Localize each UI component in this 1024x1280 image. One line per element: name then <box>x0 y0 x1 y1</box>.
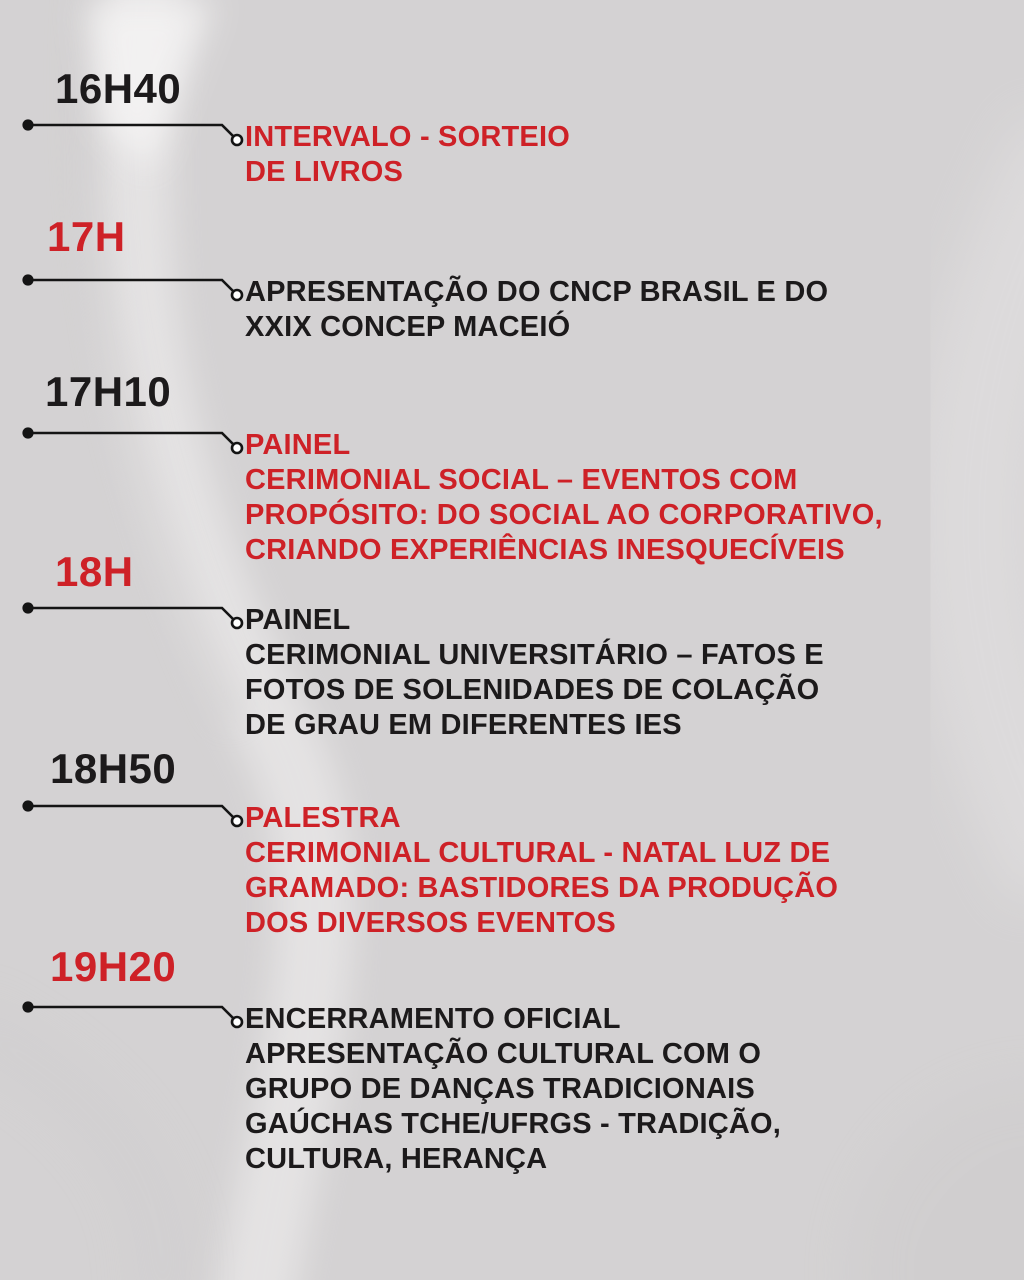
event-line: PROPÓSITO: DO SOCIAL AO CORPORATIVO, <box>245 499 883 531</box>
time-label: 19H20 <box>50 943 177 990</box>
event-line: INTERVALO - SORTEIO <box>245 121 570 153</box>
event-line: XXIX CONCEP MACEIÓ <box>245 311 571 343</box>
timeline-connector <box>18 423 248 457</box>
event-line: GRAMADO: BASTIDORES DA PRODUÇÃO <box>245 872 839 904</box>
node-ring-icon <box>232 290 242 300</box>
timeline-connector <box>18 796 248 830</box>
event-line: FOTOS DE SOLENIDADES DE COLAÇÃO <box>245 674 820 706</box>
event-line: CERIMONIAL SOCIAL – EVENTOS COM <box>245 464 798 496</box>
event-description <box>245 801 838 941</box>
event-line: APRESENTAÇÃO CULTURAL COM O <box>245 1038 762 1070</box>
event-line: DE GRAU EM DIFERENTES IES <box>245 709 682 741</box>
time-label: 16H40 <box>55 65 182 112</box>
event-line: CERIMONIAL CULTURAL - NATAL LUZ DE <box>245 837 831 869</box>
event-description <box>245 603 824 743</box>
event-line: DOS DIVERSOS EVENTOS <box>245 907 616 939</box>
event-line: APRESENTAÇÃO DO CNCP BRASIL E DO <box>245 276 829 308</box>
event-description <box>245 275 828 345</box>
event-line: PALESTRA <box>245 802 401 834</box>
timeline-connector <box>18 115 248 149</box>
time-label: 18H50 <box>50 745 177 792</box>
event-description <box>245 1002 781 1177</box>
event-line: PAINEL <box>245 604 351 636</box>
node-ring-icon <box>232 816 242 826</box>
event-line: CERIMONIAL UNIVERSITÁRIO – FATOS E <box>245 639 824 671</box>
time-label: 17H10 <box>45 368 172 415</box>
event-line: CULTURA, HERANÇA <box>245 1143 548 1175</box>
event-description <box>245 428 883 568</box>
timeline-connector <box>18 598 248 632</box>
node-ring-icon <box>232 443 242 453</box>
event-line: CRIANDO EXPERIÊNCIAS INESQUECÍVEIS <box>245 534 845 566</box>
event-line: DE LIVROS <box>245 156 404 188</box>
event-line: PAINEL <box>245 429 351 461</box>
node-ring-icon <box>232 1017 242 1027</box>
time-label: 17H <box>47 213 126 260</box>
event-line: GAÚCHAS TCHE/UFRGS - TRADIÇÃO, <box>245 1108 782 1140</box>
node-ring-icon <box>232 135 242 145</box>
timeline-connector <box>18 997 248 1031</box>
timeline-connector <box>18 270 248 304</box>
event-description <box>245 120 570 190</box>
event-line: ENCERRAMENTO OFICIAL <box>245 1003 621 1035</box>
time-label: 18H <box>55 548 134 595</box>
node-ring-icon <box>232 618 242 628</box>
event-line: GRUPO DE DANÇAS TRADICIONAIS <box>245 1073 755 1105</box>
